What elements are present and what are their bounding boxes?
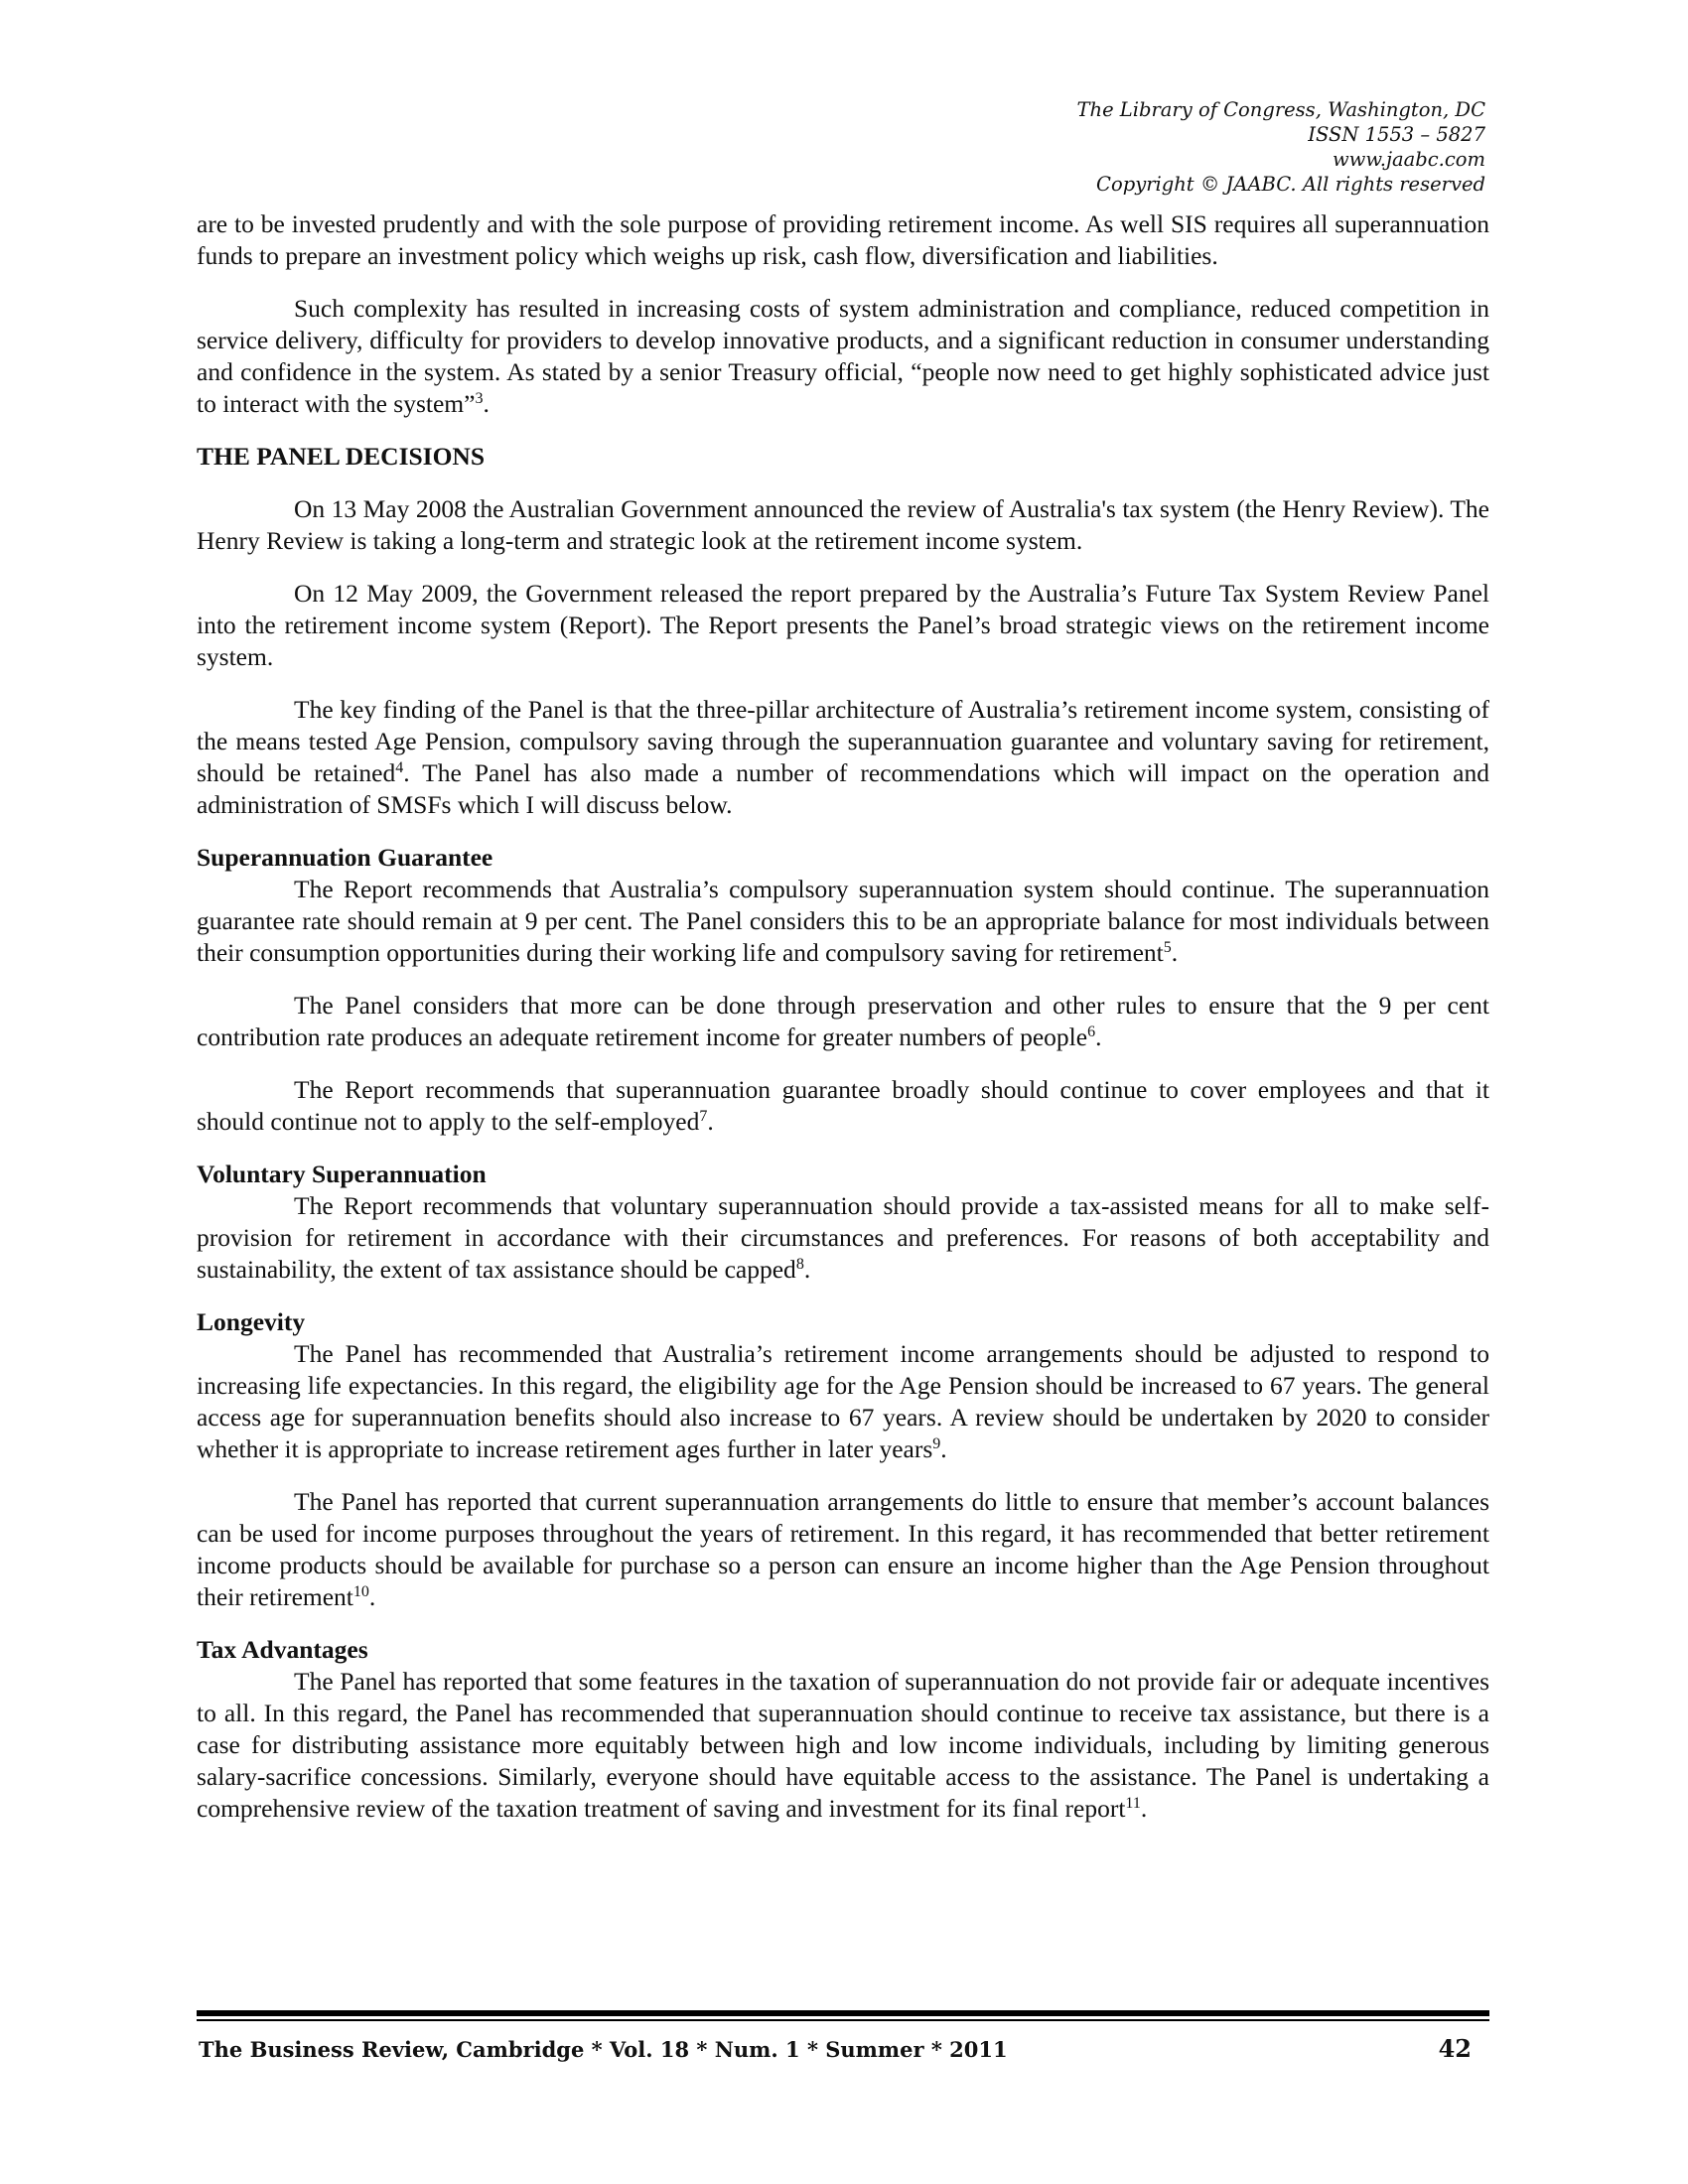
page-number: 42 xyxy=(1438,2034,1472,2063)
paragraph-9: The Report recommends that voluntary superannuation should provide a tax-assisted means for all to make self-provision for retirement in accordance with their circumstances and preferences. For reasons of both acceptability and sustainability, the extent of tax assistance should be capped$^8$. xyxy=(197,1191,1489,1284)
footnote-ref-5: 5 xyxy=(1163,939,1172,956)
footnote-ref-10: 10 xyxy=(352,1583,369,1600)
subheading-longevity: Longevity xyxy=(197,1307,306,1336)
footnote-ref-7: 7 xyxy=(699,1108,708,1125)
paragraph-8: The Report recommends that superannuation guarantee broadly should continue to cover employees and that it should continue not to apply to the self-employed$^7$. xyxy=(197,1075,1489,1136)
paragraph-4: On 12 May 2009, the Government released the report prepared by the Australia’s Future Tax System Review Panel into the retirement income system (Report). The Report presents the Panel’s broad strategic views on the retirement income system. xyxy=(197,579,1489,671)
footnote-ref-11: 11 xyxy=(1125,1795,1141,1812)
paragraph-3: On 13 May 2008 the Australian Government announced the review of Australia's tax system (the Henry Review). The Henry Review is taking a long-term and strategic look at the retirement income system. xyxy=(197,494,1489,555)
section-title: THE PANEL DECISIONS xyxy=(197,442,486,471)
footnote-ref-4: 4 xyxy=(395,759,404,776)
footnote-ref-8: 8 xyxy=(795,1256,804,1273)
footer-rule-thick xyxy=(197,2010,1489,2016)
subheading-superannuation-guarantee: Superannuation Guarantee xyxy=(197,843,493,872)
subheading-tax-advantages: Tax Advantages xyxy=(197,1635,368,1664)
subheading-voluntary-superannuation: Voluntary Superannuation xyxy=(197,1160,487,1188)
paragraph-6: The Report recommends that Australia’s compulsory superannuation system should continue. The superannuation guarantee rate should remain at 9 per cent. The Panel considers this to be an appropriate balance for most individuals between their consumption opportunities during their working life and compulsory saving for retirement$^5$. xyxy=(197,875,1489,967)
header-library: The Library of Congress, Washington, DC xyxy=(1076,98,1485,121)
paragraph-11: The Panel has reported that current superannuation arrangements do little to ensure that member’s account balances can be used for income purposes throughout the years of retirement. In this regard, it has recommended that better retirement income products should be available for purchase so a person can ensure an income higher than the Age Pension throughout their retirement$^{10}$. xyxy=(197,1487,1489,1611)
page-header xyxy=(1077,97,1486,197)
header-copyright: Copyright © JAABC. All rights reserved xyxy=(1096,173,1485,196)
paragraph-12: The Panel has reported that some features in the taxation of superannuation do not provide fair or adequate incentives to all. In this regard, the Panel has recommended that superannuation should continue to receive tax assistance, but there is a case for distributing assistance more equitably between high and low income individuals, including by limiting generous salary-sacrifice concessions. Similarly, everyone should have equitable access to the assistance. The Panel is undertaking a comprehensive review of the taxation treatment of saving and investment for its final report$^{11}$. xyxy=(197,1667,1489,1823)
footnote-ref-6: 6 xyxy=(1087,1024,1096,1040)
footer-journal-citation: The Business Review, Cambridge * Vol. 18 * Num. 1 * Summer * 2011 xyxy=(199,2037,1008,2062)
paragraph-2: Such complexity has resulted in increasing costs of system administration and compliance, reduced competition in service delivery, difficulty for providers to develop innovative products, and a significant reduction in consumer understanding and confidence in the system. As stated by a senior Treasury official, “people now need to get highly sophisticated advice just to interact with the system”$^3$. xyxy=(197,294,1489,418)
article-body xyxy=(197,208,1489,1825)
paragraph-10: The Panel has recommended that Australia’s retirement income arrangements should be adjusted to respond to increasing life expectancies. In this regard, the eligibility age for the Age Pension should be increased to 67 years. The general access age for superannuation benefits should also increase to 67 years. A review should be undertaken by 2020 to consider whether it is appropriate to increase retirement ages further in later years$^9$. xyxy=(197,1339,1489,1463)
header-issn: ISSN 1553 – 5827 xyxy=(1308,123,1485,146)
footer-rule-thin xyxy=(197,2019,1489,2021)
paragraph-5: The key finding of the Panel is that the three-pillar architecture of Australia’s retirement income system, consisting of the means tested Age Pension, compulsory saving through the superannuation guarantee and voluntary saving for retirement, should be retained$^4$. The Panel has also made a number of recommendations which will impact on the operation and administration of SMSFs which I will discuss below. xyxy=(197,695,1489,819)
header-website: www.jaabc.com xyxy=(1332,148,1485,171)
paragraph-7: The Panel considers that more can be done through preservation and other rules to ensure that the 9 per cent contribution rate produces an adequate retirement income for greater numbers of people$^6$. xyxy=(197,991,1489,1051)
paragraph-1: are to be invested prudently and with the sole purpose of providing retirement income. As well SIS requires all superannuation funds to prepare an investment policy which weighs up risk, cash flow, diversification and liabilities. xyxy=(197,209,1489,270)
footnote-ref-3: 3 xyxy=(475,390,484,407)
footnote-ref-9: 9 xyxy=(932,1435,941,1452)
